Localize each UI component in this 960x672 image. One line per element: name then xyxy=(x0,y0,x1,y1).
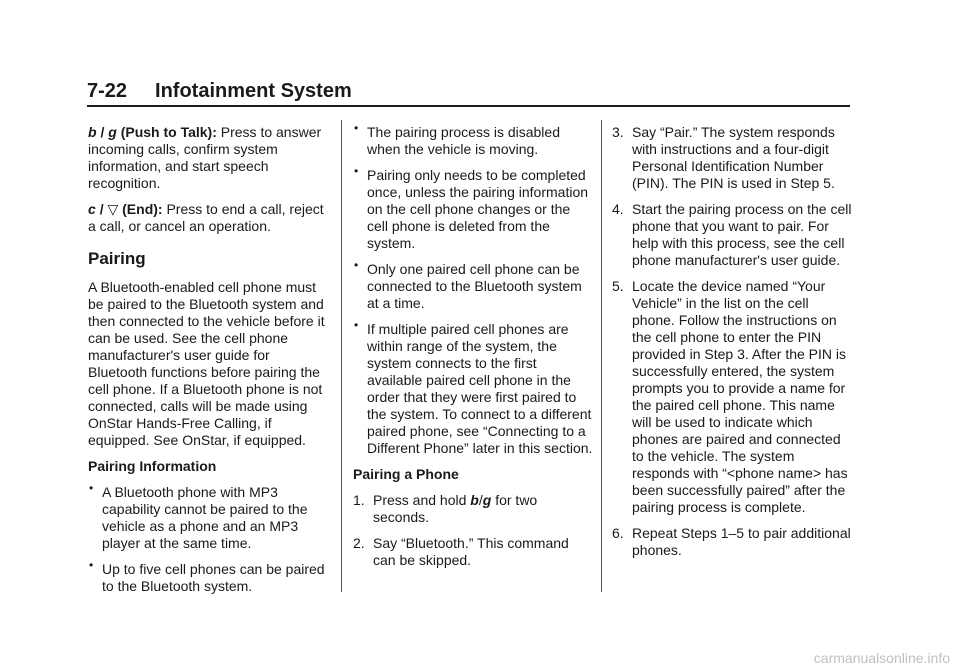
push-to-talk-icon: b xyxy=(88,124,97,140)
step-number: 1. xyxy=(353,492,365,508)
pairing-information-heading: Pairing Information xyxy=(88,458,217,474)
step-item xyxy=(612,278,854,516)
pairing-heading: Pairing xyxy=(88,249,146,268)
list-item: • If multiple paired cell phones are within range of the system, the system connects to the first available paired cell phone in the order that they were first paired to the system. To connect to a different paired phone, see “Connecting to a Different Phone” later in this section. xyxy=(353,321,593,457)
pairing-steps-list xyxy=(353,492,593,569)
step-item xyxy=(612,525,854,559)
pairing-steps-continued xyxy=(612,124,854,559)
push-to-talk-text: Press to answer incoming calls, confirm system information, and start speech recognition. xyxy=(88,124,322,191)
voice-icon: g xyxy=(108,124,117,140)
section-title: Infotainment System xyxy=(155,80,352,102)
step-text: Say “Bluetooth.” This command can be skipped. xyxy=(373,535,569,568)
page-header xyxy=(87,80,352,103)
pairing-rules-list xyxy=(353,124,593,457)
step-number: 6. xyxy=(612,525,624,541)
list-item: • A Bluetooth phone with MP3 capability cannot be paired to the vehicle as a phone and an MP3 player at the same time. xyxy=(88,484,332,552)
voice-icon: g xyxy=(482,492,492,508)
end-label: (End): xyxy=(122,201,163,217)
step-item xyxy=(353,492,593,526)
step-number: 3. xyxy=(612,124,624,140)
list-item: • Up to five cell phones can be paired to the Bluetooth system. xyxy=(88,561,332,595)
icon-separator: / xyxy=(100,124,105,140)
step-number: 2. xyxy=(353,535,365,551)
pairing-info-list xyxy=(88,484,332,595)
column-3 xyxy=(612,124,854,568)
push-to-talk-label: (Push to Talk): xyxy=(120,124,217,140)
step-number: 5. xyxy=(612,278,624,294)
step-item xyxy=(353,535,593,569)
icon-separator: / xyxy=(99,201,104,217)
step-item xyxy=(612,124,854,192)
icon-separator: / xyxy=(478,492,483,508)
step-number: 4. xyxy=(612,201,624,217)
column-2 xyxy=(353,124,593,578)
end-text: Press to end a call, reject a call, or cancel an operation. xyxy=(88,201,324,234)
pairing-body: A Bluetooth-enabled cell phone must be paired to the Bluetooth system and then connected to the vehicle before it can be used. See the cell phone manufacturer's user guide for Bluetooth functions before pairing the cell phone. If a Bluetooth phone is not connected, calls will be made using OnStar Hands-Free Calling, if equipped. See OnStar, if equipped. xyxy=(88,279,325,448)
push-to-talk-paragraph xyxy=(88,124,332,192)
page-number: 7-22 xyxy=(87,80,128,102)
step-text: Press and hold xyxy=(373,492,467,508)
end-paragraph xyxy=(88,201,332,235)
step-text: for two seconds. xyxy=(373,492,538,525)
list-item: • Only one paired cell phone can be connected to the Bluetooth system at a time. xyxy=(353,261,593,312)
list-item: • The pairing process is disabled when the vehicle is moving. xyxy=(353,124,593,158)
push-to-talk-icon: b xyxy=(470,492,479,508)
step-text: Repeat Steps 1–5 to pair additional phones. xyxy=(632,525,851,558)
column-1 xyxy=(88,124,332,604)
column-divider-2 xyxy=(601,120,602,592)
step-text: Locate the device named “Your Vehicle” in the list on the cell phone. Follow the instructions on the cell phone to enter the PIN provided in Step 3. After the PIN is successfully entered, the system prompts you to provide a name for the paired cell phone. This name will be used to indicate which phones are paired and connected to the vehicle. The system responds with “<phone name> has been successfully paired” after the pairing process is complete. xyxy=(632,278,848,515)
header-rule xyxy=(87,105,850,107)
list-item: • Pairing only needs to be completed once, unless the pairing information on the cell phone changes or the cell phone is deleted from the system. xyxy=(353,167,593,252)
end-call-icon: c xyxy=(88,201,96,217)
step-text: Start the pairing process on the cell phone that you want to pair. For help with this process, see the cell phone manufacturer's user guide. xyxy=(632,201,852,268)
step-item xyxy=(612,201,854,269)
watermark: carmanualsonline.info xyxy=(813,650,950,666)
step-text: Say “Pair.” The system responds with instructions and a four-digit Personal Identification Number (PIN). The PIN is used in Step 5. xyxy=(632,124,835,191)
column-divider-1 xyxy=(341,120,342,592)
pairing-a-phone-heading: Pairing a Phone xyxy=(353,466,459,482)
triangle-down-icon: ▽ xyxy=(107,201,119,217)
